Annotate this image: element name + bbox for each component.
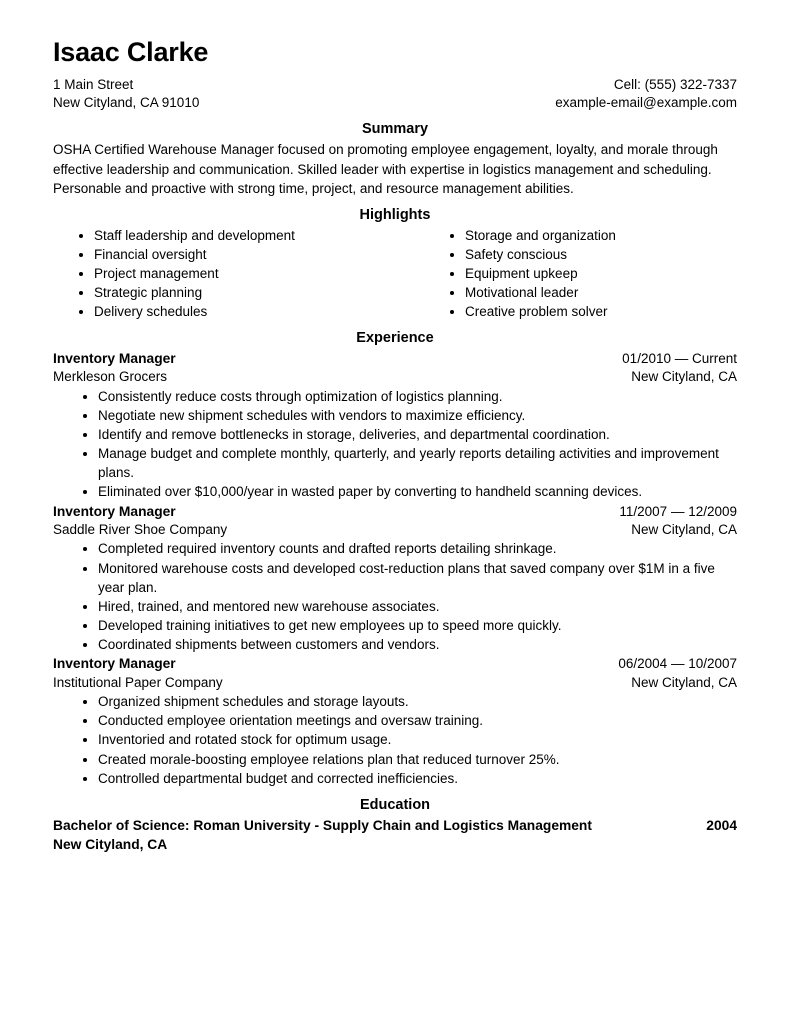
list-item: Inventoried and rotated stock for optimum usage.	[53, 730, 737, 749]
list-item: Eliminated over $10,000/year in wasted paper by converting to handheld scanning devices.	[53, 482, 737, 501]
list-item: Motivational leader	[424, 283, 737, 302]
resume-header	[53, 38, 737, 112]
list-item: Negotiate new shipment schedules with vendors to maximize efficiency.	[53, 406, 737, 425]
list-item: Organized shipment schedules and storage layouts.	[53, 692, 737, 711]
experience-entry	[53, 655, 737, 788]
job-title: Inventory Manager	[53, 503, 176, 519]
list-item: Project management	[53, 264, 395, 283]
education-heading: Education	[359, 796, 431, 813]
list-item: Financial oversight	[53, 245, 395, 264]
highlights-column-left	[53, 226, 395, 321]
list-item: Identify and remove bottlenecks in storage, deliveries, and departmental coordination.	[53, 425, 737, 444]
education-degree-row	[53, 816, 737, 835]
list-item: Storage and organization	[424, 226, 737, 245]
list-item: Staff leadership and development	[53, 226, 395, 245]
education-section	[53, 797, 737, 854]
job-company: Merkleson Grocers	[53, 369, 168, 385]
job-title: Inventory Manager	[53, 350, 176, 366]
contact-row	[53, 76, 737, 112]
highlights-column-right	[395, 226, 737, 321]
experience-section	[53, 330, 737, 788]
email-address[interactable]: example-email@example.com	[555, 95, 737, 111]
job-bullet-list	[53, 387, 737, 502]
address-block	[53, 76, 199, 112]
highlights-section	[53, 207, 737, 322]
list-item: Developed training initiatives to get new employees up to speed more quickly.	[53, 616, 737, 635]
address-line-2: New Cityland, CA 91010	[53, 95, 200, 111]
summary-heading: Summary	[361, 120, 429, 137]
job-title: Inventory Manager	[53, 656, 176, 672]
highlights-heading: Highlights	[359, 206, 431, 223]
experience-entry	[53, 350, 737, 502]
list-item: Conducted employee orientation meetings and oversaw training.	[53, 711, 737, 730]
list-item: Strategic planning	[53, 283, 395, 302]
highlights-columns	[53, 226, 737, 321]
job-bullet-list	[53, 692, 737, 788]
summary-section	[53, 121, 737, 198]
experience-entry	[53, 503, 737, 655]
contact-block	[555, 76, 737, 112]
address-line-1: 1 Main Street	[53, 77, 134, 93]
job-title-row	[53, 655, 737, 674]
job-company-row	[53, 368, 737, 386]
candidate-name: Isaac Clarke	[53, 37, 209, 67]
job-location: New Cityland, CA	[631, 674, 737, 690]
job-company-row	[53, 674, 737, 692]
list-item: Monitored warehouse costs and developed cost-reduction plans that saved company over $1M in a five year plan.	[53, 559, 737, 597]
experience-heading: Experience	[356, 330, 434, 347]
list-item: Created morale-boosting employee relations plan that reduced turnover 25%.	[53, 750, 737, 769]
job-company-row	[53, 521, 737, 539]
resume-body	[53, 38, 737, 854]
list-item: Creative problem solver	[424, 302, 737, 321]
job-company: Saddle River Shoe Company	[53, 522, 228, 538]
job-title-row	[53, 503, 737, 522]
job-dates: 01/2010 — Current	[622, 350, 737, 366]
highlights-list-left	[53, 226, 395, 321]
job-title-row	[53, 350, 737, 369]
list-item: Coordinated shipments between customers and vendors.	[53, 635, 737, 654]
job-location: New Cityland, CA	[631, 369, 737, 385]
job-dates: 11/2007 — 12/2009	[619, 503, 737, 519]
job-dates: 06/2004 — 10/2007	[618, 656, 737, 672]
highlights-list-right	[424, 226, 737, 321]
summary-text: OSHA Certified Warehouse Manager focused on promoting employee engagement, loyalty, and morale through effective leadership and communication. Skilled leader with expertise in logistics management and scheduling. Personable and proactive with strong time, project, and resource management abilities.	[53, 142, 718, 196]
list-item: Delivery schedules	[53, 302, 395, 321]
list-item: Hired, trained, and mentored new warehouse associates.	[53, 597, 737, 616]
list-item: Manage budget and complete monthly, quarterly, and yearly reports detailing activities and improvement plans.	[53, 444, 737, 482]
list-item: Consistently reduce costs through optimization of logistics planning.	[53, 387, 737, 406]
list-item: Safety conscious	[424, 245, 737, 264]
list-item: Equipment upkeep	[424, 264, 737, 283]
phone-number: Cell: (555) 322-7337	[613, 77, 737, 93]
education-location: New Cityland, CA	[53, 837, 168, 853]
job-bullet-list	[53, 539, 737, 654]
education-degree: Bachelor of Science: Roman University - Supply Chain and Logistics Management	[53, 818, 592, 834]
job-location: New Cityland, CA	[631, 522, 737, 538]
education-year: 2004	[706, 818, 737, 834]
list-item: Controlled departmental budget and corrected inefficiencies.	[53, 769, 737, 788]
job-company: Institutional Paper Company	[53, 674, 223, 690]
list-item: Completed required inventory counts and drafted reports detailing shrinkage.	[53, 539, 737, 558]
